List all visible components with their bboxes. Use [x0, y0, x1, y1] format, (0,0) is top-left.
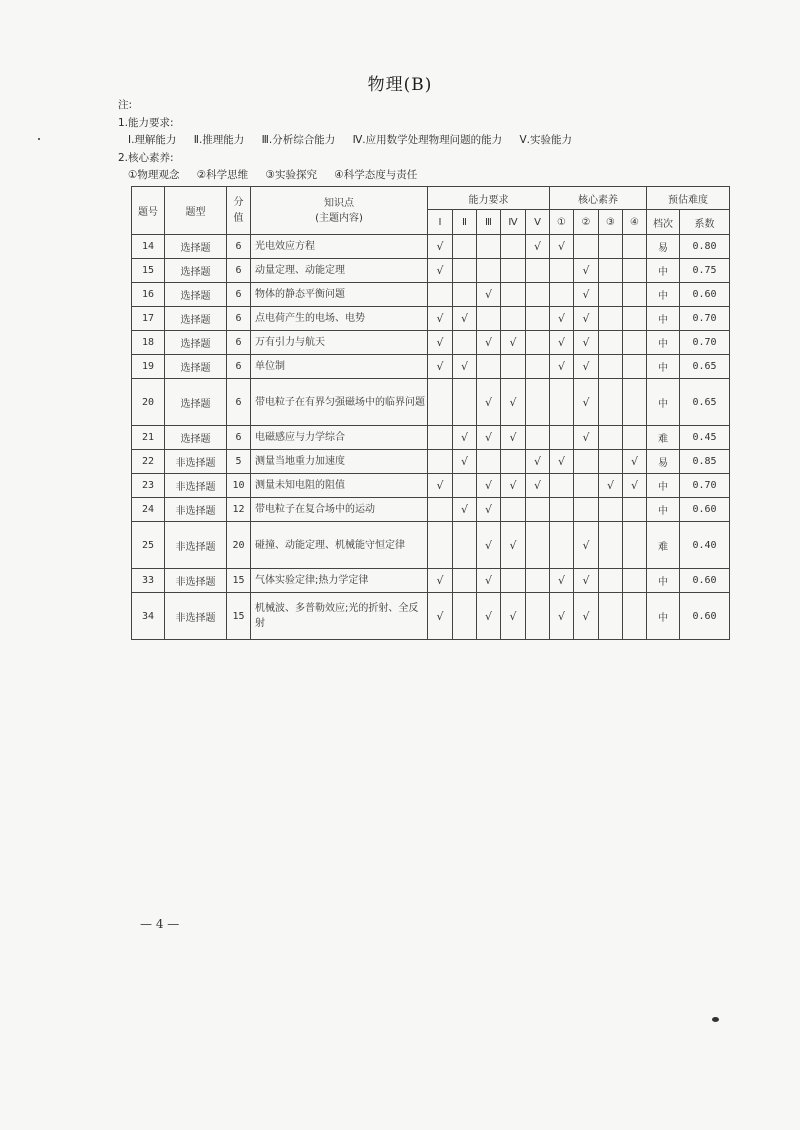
header-ability-col: Ⅴ — [526, 210, 550, 235]
table-row — [132, 522, 730, 569]
table-row — [132, 331, 730, 355]
literacy-cell: √ — [550, 355, 574, 379]
table-row — [132, 498, 730, 522]
ability-cell: √ — [477, 331, 501, 355]
knowledge-topic: 点电荷产生的电场、电势 — [251, 307, 428, 331]
difficulty-coef: 0.70 — [680, 331, 730, 355]
ability-cell: √ — [453, 355, 477, 379]
literacy-cell — [599, 569, 623, 593]
literacy-cell — [599, 450, 623, 474]
header-literacy-col: ③ — [599, 210, 623, 235]
literacy-cell — [623, 355, 647, 379]
ability-cell — [453, 569, 477, 593]
notes-section — [118, 97, 738, 185]
ability-cell — [526, 331, 550, 355]
header-score: 分值 — [227, 187, 251, 235]
ability-cell — [526, 593, 550, 640]
literacy-cell — [574, 474, 599, 498]
question-number: 33 — [132, 569, 165, 593]
ability-cell: √ — [477, 474, 501, 498]
question-type: 选择题 — [165, 379, 227, 426]
table-row — [132, 569, 730, 593]
difficulty-coef: 0.75 — [680, 259, 730, 283]
ability-cell: √ — [428, 331, 453, 355]
ability-cell — [501, 498, 526, 522]
ability-cell: √ — [453, 450, 477, 474]
literacy-cell — [599, 498, 623, 522]
question-type: 非选择题 — [165, 474, 227, 498]
ability-cell: √ — [526, 474, 550, 498]
ability-cell — [501, 283, 526, 307]
literacy-cell: √ — [574, 307, 599, 331]
literacy-item: ④科学态度与责任 — [334, 169, 418, 181]
difficulty-level: 中 — [647, 498, 680, 522]
difficulty-level: 中 — [647, 307, 680, 331]
difficulty-level: 难 — [647, 522, 680, 569]
literacy-cell: √ — [574, 593, 599, 640]
scan-speck — [38, 138, 40, 140]
question-number: 34 — [132, 593, 165, 640]
question-type: 选择题 — [165, 235, 227, 259]
header-ability-col: Ⅱ — [453, 210, 477, 235]
question-type: 选择题 — [165, 259, 227, 283]
question-score: 6 — [227, 307, 251, 331]
literacy-cell — [550, 498, 574, 522]
ability-cell — [526, 259, 550, 283]
question-type: 非选择题 — [165, 569, 227, 593]
knowledge-topic: 电磁感应与力学综合 — [251, 426, 428, 450]
difficulty-level: 中 — [647, 569, 680, 593]
difficulty-level: 易 — [647, 235, 680, 259]
question-number: 17 — [132, 307, 165, 331]
header-literacy-col: ④ — [623, 210, 647, 235]
exam-spec-table — [131, 186, 730, 640]
literacy-cell: √ — [574, 355, 599, 379]
literacy-cell — [550, 522, 574, 569]
table-row — [132, 355, 730, 379]
literacy-cell: √ — [574, 569, 599, 593]
table-row — [132, 450, 730, 474]
literacy-cell: √ — [574, 331, 599, 355]
question-type: 非选择题 — [165, 522, 227, 569]
literacy-cell — [599, 426, 623, 450]
literacy-cell: √ — [574, 259, 599, 283]
table-row — [132, 379, 730, 426]
ability-cell — [526, 522, 550, 569]
ability-cell — [453, 259, 477, 283]
ability-cell — [526, 283, 550, 307]
knowledge-topic: 测量当地重力加速度 — [251, 450, 428, 474]
literacy-cell — [574, 450, 599, 474]
literacy-cell: √ — [550, 450, 574, 474]
ability-cell — [477, 355, 501, 379]
ability-cell — [428, 522, 453, 569]
header-knowledge-title: 知识点 — [324, 197, 354, 209]
difficulty-level: 中 — [647, 474, 680, 498]
literacy-cell: √ — [550, 331, 574, 355]
literacy-cell: √ — [599, 474, 623, 498]
table-row — [132, 235, 730, 259]
literacy-cell — [599, 283, 623, 307]
ability-cell — [477, 235, 501, 259]
header-row — [132, 187, 730, 210]
literacy-cell — [623, 331, 647, 355]
ability-item: Ⅴ.实验能力 — [519, 134, 572, 146]
ability-cell — [453, 283, 477, 307]
question-type: 选择题 — [165, 307, 227, 331]
ability-item: Ⅳ.应用数学处理物理问题的能力 — [352, 134, 503, 146]
literacy-item: ①物理观念 — [128, 169, 180, 181]
header-level: 档次 — [647, 210, 680, 235]
ability-cell: √ — [428, 355, 453, 379]
ability-cell: √ — [477, 569, 501, 593]
header-knowledge-sub: (主题内容) — [315, 212, 363, 224]
header-ability-col: Ⅳ — [501, 210, 526, 235]
ability-cell: √ — [428, 307, 453, 331]
literacy-cell — [623, 569, 647, 593]
question-score: 6 — [227, 235, 251, 259]
literacy-cell — [599, 379, 623, 426]
difficulty-coef: 0.45 — [680, 426, 730, 450]
question-number: 18 — [132, 331, 165, 355]
literacy-item: ③实验探究 — [265, 169, 317, 181]
ability-cell — [501, 235, 526, 259]
literacy-cell — [623, 259, 647, 283]
question-number: 20 — [132, 379, 165, 426]
ability-cell — [526, 569, 550, 593]
question-number: 24 — [132, 498, 165, 522]
difficulty-level: 中 — [647, 259, 680, 283]
difficulty-level: 中 — [647, 355, 680, 379]
table-row — [132, 307, 730, 331]
question-number: 22 — [132, 450, 165, 474]
ability-cell — [477, 259, 501, 283]
literacy-item: ②科学思维 — [196, 169, 249, 181]
ability-cell — [453, 379, 477, 426]
difficulty-coef: 0.60 — [680, 498, 730, 522]
literacy-cell — [599, 235, 623, 259]
literacy-cell: √ — [574, 283, 599, 307]
ability-cell: √ — [477, 522, 501, 569]
ability-cell: √ — [501, 331, 526, 355]
ability-cell: √ — [453, 498, 477, 522]
page-title: 物理(B) — [367, 75, 433, 95]
header-literacy-col: ② — [574, 210, 599, 235]
scan-speck — [712, 1017, 719, 1022]
ability-cell — [453, 474, 477, 498]
literacy-cell — [623, 307, 647, 331]
literacy-cell — [623, 522, 647, 569]
difficulty-level: 中 — [647, 283, 680, 307]
ability-item: Ⅰ.理解能力 — [128, 134, 177, 146]
question-score: 15 — [227, 569, 251, 593]
header-literacy: 核心素养 — [550, 187, 647, 210]
literacy-cell — [623, 235, 647, 259]
knowledge-topic: 带电粒子在复合场中的运动 — [251, 498, 428, 522]
knowledge-topic: 测量未知电阻的阻值 — [251, 474, 428, 498]
knowledge-topic: 带电粒子在有界匀强磁场中的临界问题 — [251, 379, 428, 426]
difficulty-level: 中 — [647, 379, 680, 426]
question-score: 12 — [227, 498, 251, 522]
difficulty-coef: 0.60 — [680, 593, 730, 640]
literacy-cell — [623, 283, 647, 307]
literacy-cell: √ — [550, 593, 574, 640]
notes-heading: 注: — [118, 99, 133, 111]
ability-item: Ⅱ.推理能力 — [193, 134, 245, 146]
question-score: 6 — [227, 379, 251, 426]
literacy-cell — [623, 426, 647, 450]
ability-cell: √ — [501, 474, 526, 498]
ability-heading: 1.能力要求: — [118, 116, 174, 129]
ability-cell: √ — [501, 593, 526, 640]
ability-cell: √ — [477, 426, 501, 450]
header-difficulty: 预估难度 — [647, 187, 730, 210]
difficulty-coef: 0.80 — [680, 235, 730, 259]
literacy-cell: √ — [574, 522, 599, 569]
ability-cell — [453, 593, 477, 640]
ability-cell — [453, 331, 477, 355]
question-score: 6 — [227, 331, 251, 355]
difficulty-coef: 0.65 — [680, 379, 730, 426]
header-ability-col: Ⅰ — [428, 210, 453, 235]
table-row — [132, 426, 730, 450]
question-score: 20 — [227, 522, 251, 569]
literacy-cell — [599, 593, 623, 640]
literacy-cell — [550, 474, 574, 498]
ability-cell: √ — [428, 474, 453, 498]
difficulty-coef: 0.40 — [680, 522, 730, 569]
ability-cell — [501, 259, 526, 283]
table-row — [132, 259, 730, 283]
difficulty-level: 易 — [647, 450, 680, 474]
question-type: 选择题 — [165, 355, 227, 379]
literacy-cell — [550, 379, 574, 426]
ability-cell — [526, 307, 550, 331]
ability-cell: √ — [501, 522, 526, 569]
literacy-cell: √ — [623, 450, 647, 474]
question-number: 23 — [132, 474, 165, 498]
question-number: 14 — [132, 235, 165, 259]
question-type: 选择题 — [165, 331, 227, 355]
literacy-cell — [550, 259, 574, 283]
header-knowledge — [251, 187, 428, 235]
ability-cell — [526, 498, 550, 522]
ability-cell — [428, 283, 453, 307]
difficulty-coef: 0.70 — [680, 307, 730, 331]
knowledge-topic: 单位制 — [251, 355, 428, 379]
difficulty-coef: 0.70 — [680, 474, 730, 498]
difficulty-coef: 0.60 — [680, 283, 730, 307]
ability-cell — [501, 355, 526, 379]
literacy-cell — [574, 235, 599, 259]
question-type: 选择题 — [165, 283, 227, 307]
question-number: 21 — [132, 426, 165, 450]
literacy-cell — [550, 283, 574, 307]
literacy-cell — [599, 331, 623, 355]
ability-cell: √ — [453, 426, 477, 450]
literacy-list — [118, 167, 738, 185]
literacy-cell — [623, 593, 647, 640]
header-ability-col: Ⅲ — [477, 210, 501, 235]
knowledge-topic: 物体的静态平衡问题 — [251, 283, 428, 307]
ability-cell — [526, 426, 550, 450]
question-score: 15 — [227, 593, 251, 640]
literacy-cell: √ — [574, 379, 599, 426]
difficulty-level: 中 — [647, 593, 680, 640]
literacy-cell — [574, 498, 599, 522]
table-body — [132, 235, 730, 640]
ability-cell: √ — [428, 593, 453, 640]
question-score: 6 — [227, 355, 251, 379]
ability-cell — [526, 355, 550, 379]
ability-item: Ⅲ.分析综合能力 — [261, 134, 336, 146]
header-literacy-col: ① — [550, 210, 574, 235]
knowledge-topic: 气体实验定律;热力学定律 — [251, 569, 428, 593]
difficulty-coef: 0.60 — [680, 569, 730, 593]
difficulty-level: 难 — [647, 426, 680, 450]
question-type: 非选择题 — [165, 593, 227, 640]
literacy-cell — [550, 426, 574, 450]
knowledge-topic: 碰撞、动能定理、机械能守恒定律 — [251, 522, 428, 569]
knowledge-topic: 动量定理、动能定理 — [251, 259, 428, 283]
knowledge-topic: 万有引力与航天 — [251, 331, 428, 355]
difficulty-coef: 0.65 — [680, 355, 730, 379]
question-number: 15 — [132, 259, 165, 283]
literacy-cell — [599, 355, 623, 379]
table-row — [132, 593, 730, 640]
difficulty-coef: 0.85 — [680, 450, 730, 474]
ability-cell: √ — [526, 235, 550, 259]
literacy-cell: √ — [623, 474, 647, 498]
ability-cell — [477, 307, 501, 331]
literacy-cell — [623, 498, 647, 522]
literacy-cell: √ — [574, 426, 599, 450]
difficulty-level: 中 — [647, 331, 680, 355]
literacy-cell — [623, 379, 647, 426]
question-type: 非选择题 — [165, 450, 227, 474]
ability-cell — [526, 379, 550, 426]
question-number: 19 — [132, 355, 165, 379]
header-number: 题号 — [132, 187, 165, 235]
ability-cell: √ — [477, 498, 501, 522]
table-row — [132, 474, 730, 498]
question-score: 6 — [227, 259, 251, 283]
literacy-cell: √ — [550, 235, 574, 259]
literacy-cell — [599, 307, 623, 331]
question-score: 10 — [227, 474, 251, 498]
header-type: 题型 — [165, 187, 227, 235]
ability-cell — [453, 522, 477, 569]
question-number: 16 — [132, 283, 165, 307]
ability-cell — [501, 307, 526, 331]
question-type: 选择题 — [165, 426, 227, 450]
ability-cell — [501, 569, 526, 593]
question-score: 5 — [227, 450, 251, 474]
ability-cell — [428, 450, 453, 474]
ability-cell: √ — [477, 593, 501, 640]
ability-list — [118, 132, 738, 150]
ability-cell: √ — [477, 379, 501, 426]
header-ability: 能力要求 — [428, 187, 550, 210]
literacy-heading: 2.核心素养: — [118, 151, 174, 164]
header-coef: 系数 — [680, 210, 730, 235]
literacy-cell: √ — [550, 569, 574, 593]
question-score: 6 — [227, 283, 251, 307]
ability-cell: √ — [501, 379, 526, 426]
knowledge-topic: 光电效应方程 — [251, 235, 428, 259]
table-row — [132, 283, 730, 307]
ability-cell: √ — [428, 235, 453, 259]
question-type: 非选择题 — [165, 498, 227, 522]
question-number: 25 — [132, 522, 165, 569]
ability-cell: √ — [428, 259, 453, 283]
ability-cell — [428, 426, 453, 450]
ability-cell — [501, 450, 526, 474]
literacy-cell — [599, 259, 623, 283]
literacy-cell: √ — [550, 307, 574, 331]
ability-cell — [428, 498, 453, 522]
page-number: — 4 — — [140, 917, 180, 931]
ability-cell: √ — [453, 307, 477, 331]
ability-cell — [453, 235, 477, 259]
ability-cell: √ — [428, 569, 453, 593]
ability-cell — [477, 450, 501, 474]
ability-cell: √ — [526, 450, 550, 474]
literacy-cell — [599, 522, 623, 569]
ability-cell — [428, 379, 453, 426]
knowledge-topic: 机械波、多普勒效应;光的折射、全反射 — [251, 593, 428, 640]
ability-cell: √ — [501, 426, 526, 450]
question-score: 6 — [227, 426, 251, 450]
ability-cell: √ — [477, 283, 501, 307]
